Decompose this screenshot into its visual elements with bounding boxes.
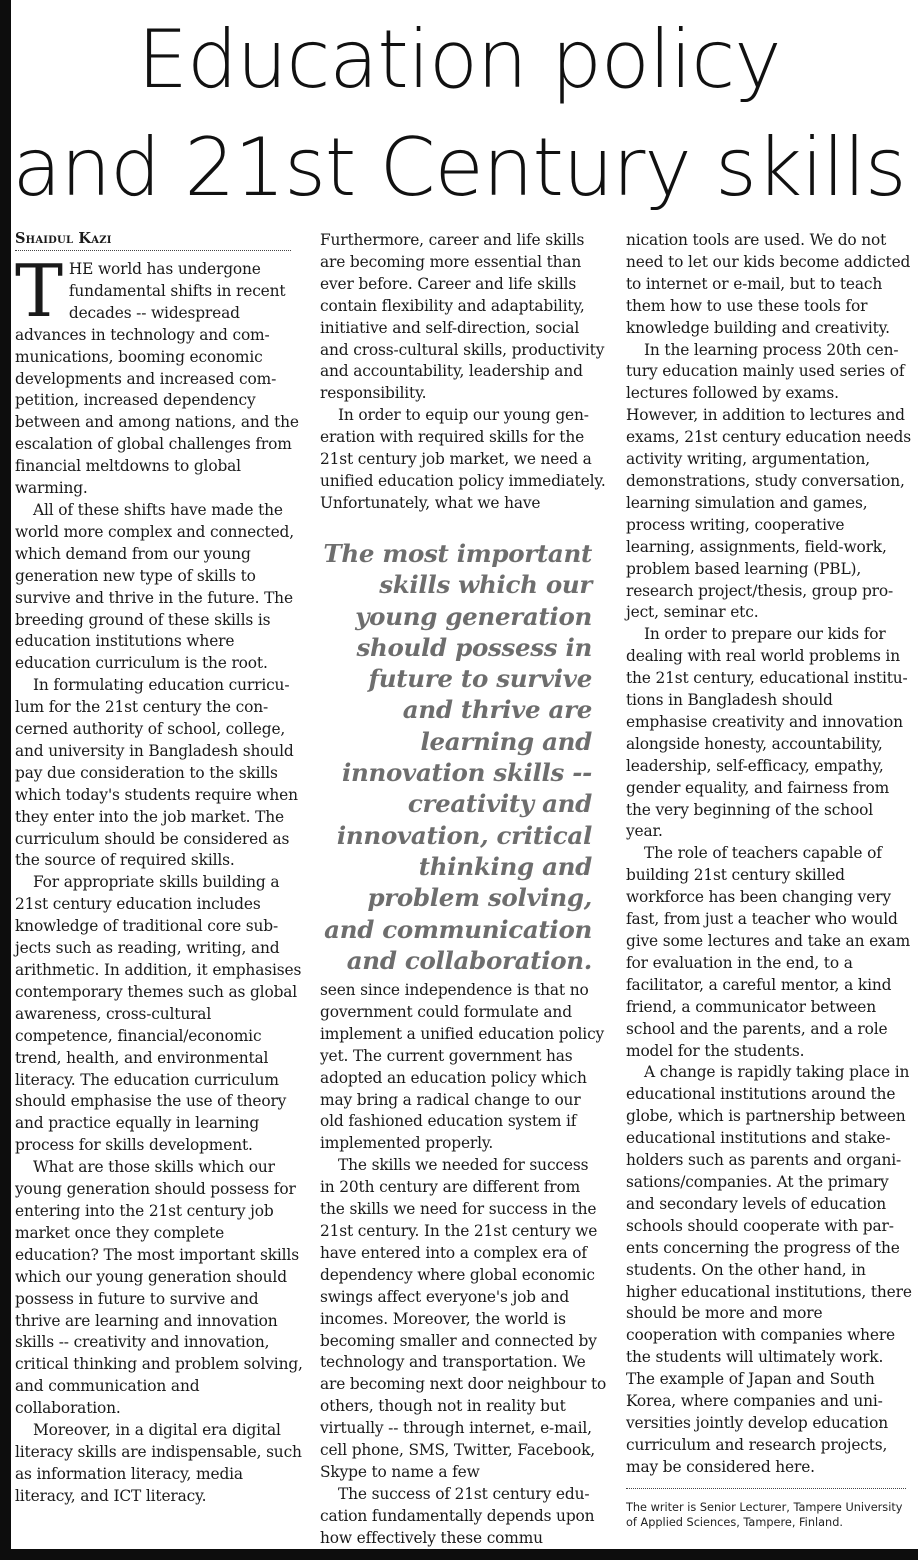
headline [0,6,918,222]
paragraph: The role of teachers capable of building 21st century skilled workforce has been changing very fast, from just a teacher who would give some lectures and take an exam for evaluation in the end, to a facilitator, a careful mentor, a kind friend, a communicator between school and the parents, and a role model for the students. [626,844,911,1060]
column-3 [626,230,914,1479]
paragraph: The success of 21st century education fundamentally depends upon how effectively these commu [320,1484,595,1547]
paragraph: In the learning process 20th century education mainly used series of lectures followed by exams. However, in addition to lectures and exams, 21st century education needs activity writing, argumentation, demonstrations, study conversation, learning simulation and games, process writing, cooperative learning, assignments, field-work, problem based learning (PBL), research project/thesis, group project, seminar etc. [626,340,911,622]
paragraph: Moreover, in a digital era digital literacy skills are indispensable, such as information literacy, media literacy, and ICT literacy. [15,1421,302,1505]
footnote-divider [626,1488,906,1489]
paragraph: Furthermore, career and life skills are becoming more essential than ever before. Career and life skills contain flexibility and adaptability, initiative and self-direction, social and cross-cultural skills, productivity and accountability, leadership and responsibility. [320,231,605,403]
page-edge-bottom [0,1549,918,1560]
author-footnote: The writer is Senior Lecturer, Tampere University of Applied Sciences, Tampere, Finland. [626,1501,903,1529]
paragraph: All of these shifts have made the world more complex and connected, which demand from our young generation new type of skills to survive and thrive in the future. The breeding ground of these skills is education institutions where education curriculum is the root. [15,500,294,673]
paragraph: nication tools are used. We do not need to let our kids become addicted to internet or e-mail, but to teach them how to use these tools for knowledge building and creativity. [626,231,911,337]
paragraph: In formulating education curriculum for the 21st century the concerned authority of school, college, and university in Bangladesh should pay due consideration to the skills which today's students require when they enter into the job market. The curriculum should be considered as the source of required skills. [15,676,298,870]
paragraph: In order to prepare our kids for dealing with real world problems in the 21st century, educational institutions in Bangladesh should emphasise creativity and innovation alongside honesty, accountability, leadership, self-efficacy, empathy, gender equality, and fairness from the very beginning of the school year. [626,625,908,841]
headline-line-1: Education policy [137,13,781,106]
pull-quote: The most important skills which our young generation should possess in future to survive and thrive are learning and innovation skills -- creativity and innovation, critical thinking and problem solving, and communication and collaboration. [323,539,592,975]
column-2-top [320,230,607,515]
byline: Shaidul Kazi [15,230,291,251]
drop-cap: T [15,249,63,333]
paragraph: A change is rapidly taking place in educational institutions around the globe, which is partnership between educational institutions and stakeholders such as parents and organisations/companies. At the primary and secondary levels of education schools should cooperate with parents concerning the progress of the students. On the other hand, in higher educational institutions, there should be more and more cooperation with companies where the students will ultimately work. The example of Japan and South Korea, where companies and universities jointly develop education curriculum and research projects, may be considered here. [626,1063,912,1476]
paragraph: seen since independence is that no government could formulate and implement a unified education policy yet. The current government has adopted an education policy which may bring a radical change to our old fashioned education system if implemented properly. [320,981,605,1153]
paragraph-text: HE world has undergone fundamental shifts in recent decades -- widespread advances in technology and communications, booming economic developments and increased competition, increased dependency between and among nations, and the escalation of global challenges from financial meltdowns to global warming. [15,260,299,498]
paragraph: For appropriate skills building a 21st century education includes knowledge of traditional core subjects such as reading, writing, and arithmetic. In addition, it emphasises contemporary themes such as global awareness, cross-cultural competence, financial/economic trend, health, and environmental literacy. The education curriculum should emphasise the use of theory and practice equally in learning process for skills development. [15,873,302,1155]
page-edge-left [0,0,11,1560]
paragraph [15,249,305,500]
paragraph: The skills we needed for success in 20th century are different from the skills we need for success in the 21st century. In the 21st century we have entered into a complex era of dependency where global economic swings affect everyone's job and incomes. Moreover, the world is becoming smaller and connected by technology and transportation. We are becoming next door neighbour to others, though not in reality but virtually -- through internet, e-mail, cell phone, SMS, Twitter, Facebook, Skype to name a few [320,1156,607,1481]
column-1 [15,230,305,1508]
paragraph: What are those skills which our young generation should possess for entering into the 21st century job market once they complete education? The most important skills which our young generation should possess in future to survive and thrive are learning and innovation skills -- creativity and innovation, critical thinking and problem solving, and communication and collaboration. [15,1158,303,1418]
paragraph: In order to equip our young generation with required skills for the 21st century job market, we need a unified education policy immediately. Unfortunately, what we have [320,406,606,512]
headline-line-2: and 21st Century skills [12,121,906,214]
column-2-bottom [320,980,607,1550]
